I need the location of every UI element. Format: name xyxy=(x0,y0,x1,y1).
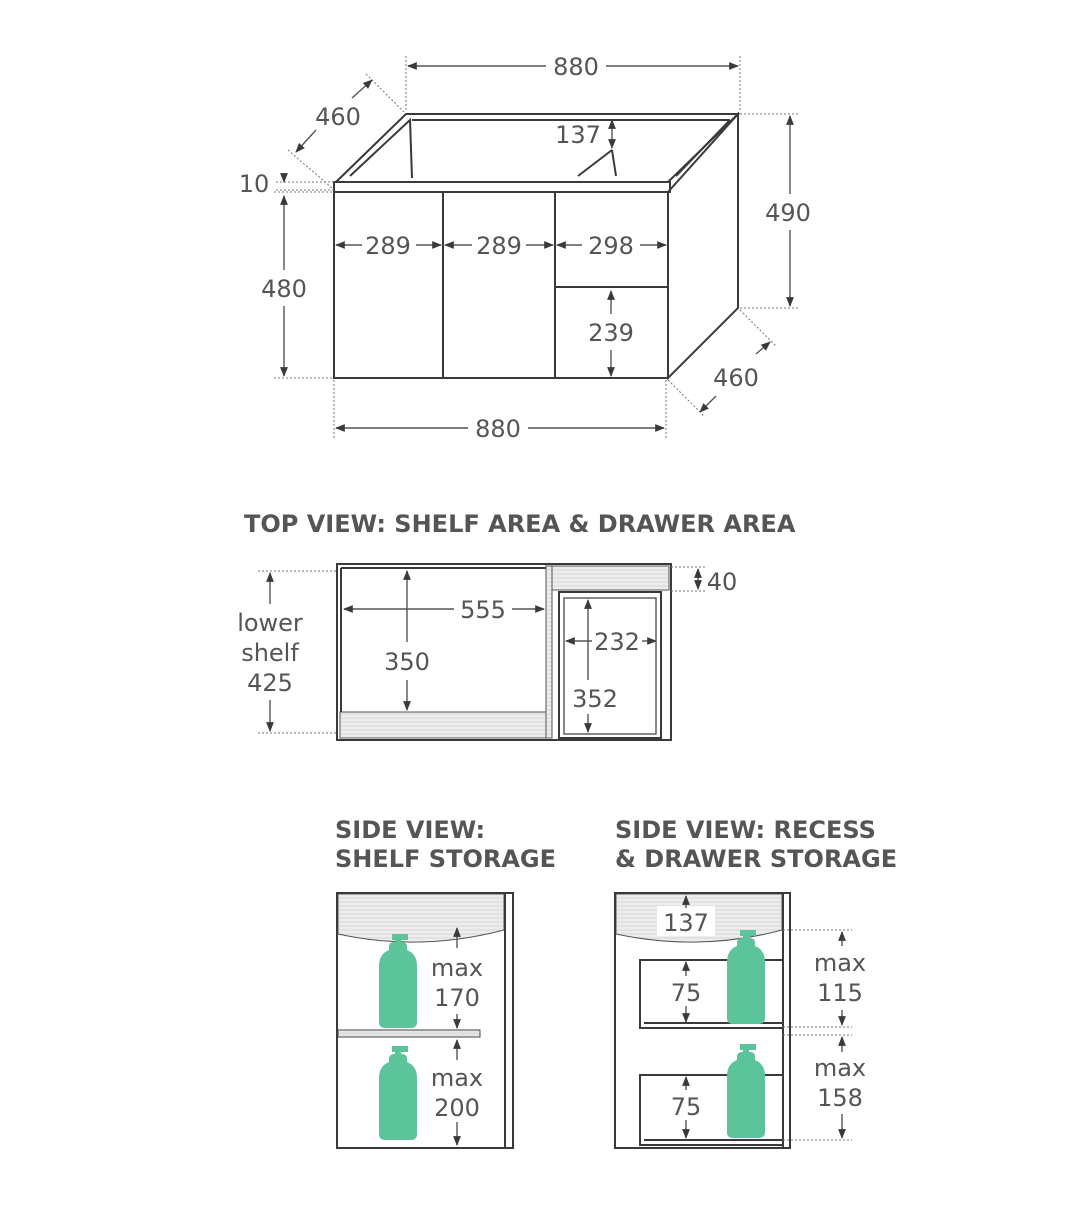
dim-side-depth: 460 xyxy=(713,364,759,392)
side-recess-heading-1: SIDE VIEW: RECESS xyxy=(615,816,876,844)
vanity-side xyxy=(668,114,738,378)
side-recess-heading-2: & DRAWER STORAGE xyxy=(615,845,898,873)
dim-drawer-width: 298 xyxy=(588,232,634,260)
dim-basin-depth: 137 xyxy=(555,121,601,149)
side-shelf-heading-1: SIDE VIEW: xyxy=(335,816,486,844)
shelf-upper-value: 170 xyxy=(434,984,480,1012)
side-shelf-heading-2: SHELF STORAGE xyxy=(335,845,557,873)
bottle-drawer-1 xyxy=(727,930,765,1024)
vanity-front xyxy=(334,192,668,378)
side-view-shelf xyxy=(335,816,556,1148)
lower-shelf-label-2: shelf xyxy=(241,639,299,667)
dim-top-depth: 460 xyxy=(315,103,361,131)
drawer-2-inner: 75 xyxy=(670,1093,702,1121)
top-view-heading: TOP VIEW: SHELF AREA & DRAWER AREA xyxy=(244,510,796,538)
dim-top-thickness: 10 xyxy=(238,170,270,198)
dim-shelf-depth: 350 xyxy=(384,648,430,676)
perspective-view xyxy=(239,53,811,443)
shelf xyxy=(338,1030,480,1037)
vanity-top-slab xyxy=(334,182,670,192)
drawer-1-inner: 75 xyxy=(670,979,702,1007)
recess-upper-label: max xyxy=(813,949,867,977)
side-view-recess xyxy=(615,816,897,1148)
bottle-upper xyxy=(379,934,417,1028)
dim-front-height: 480 xyxy=(261,275,307,303)
shelf-lower-value: 200 xyxy=(434,1094,480,1122)
dim-door-middle: 289 xyxy=(476,232,522,260)
dim-door-left: 289 xyxy=(365,232,411,260)
dim-shelf-width: 555 xyxy=(460,596,506,624)
recess-upper-value: 115 xyxy=(817,979,863,1007)
bottle-lower xyxy=(379,1046,417,1140)
dim-drawer-inner-depth: 352 xyxy=(572,685,618,713)
recess-lower-value: 158 xyxy=(817,1084,863,1112)
recess-lower-label: max xyxy=(813,1054,867,1082)
dim-drawer-height: 239 xyxy=(588,319,634,347)
lower-shelf-value: 425 xyxy=(247,669,293,697)
dim-top-width: 880 xyxy=(553,53,599,81)
top-view-drawer xyxy=(559,592,661,738)
dim-drawer-inner-width: 232 xyxy=(594,628,640,656)
dim-side-height: 490 xyxy=(765,199,811,227)
shelf-lower-label: max xyxy=(430,1064,484,1092)
shelf-upper-label: max xyxy=(430,954,484,982)
top-view xyxy=(237,510,796,740)
bottle-drawer-2 xyxy=(727,1044,765,1138)
recess-depth: 137 xyxy=(663,909,709,937)
dim-gap: 40 xyxy=(706,568,738,596)
lower-shelf-label-1: lower xyxy=(237,609,303,637)
vanity-top-outline xyxy=(336,114,738,182)
dim-bottom-width: 880 xyxy=(475,415,521,443)
